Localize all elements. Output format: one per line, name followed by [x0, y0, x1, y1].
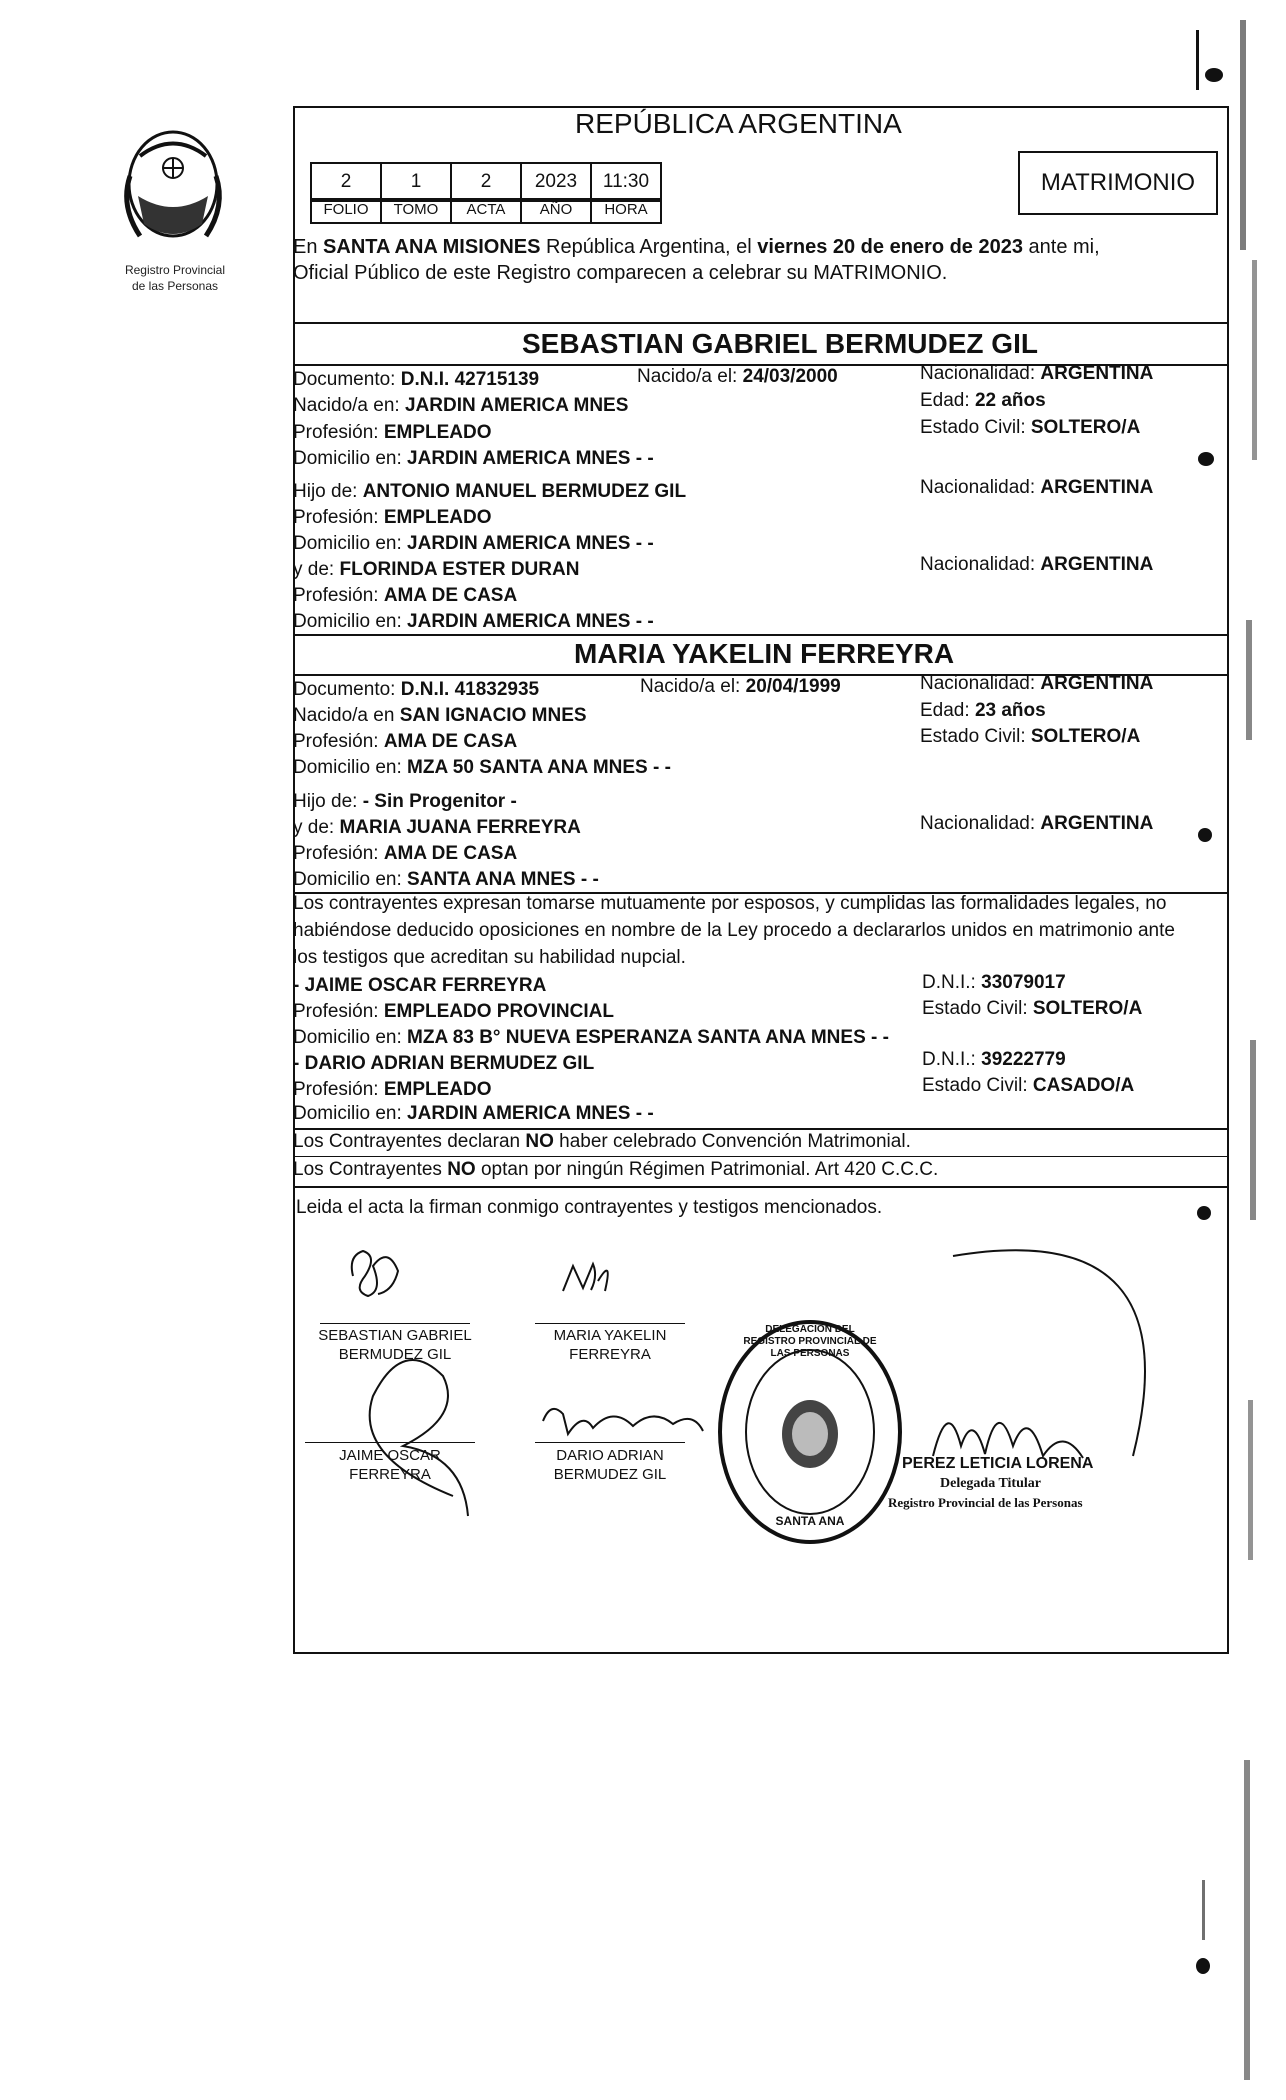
official-stamp — [716, 1318, 904, 1546]
spouse2-name: MARIA YAKELIN FERREYRA — [574, 638, 955, 669]
declaration-text: Los contrayentes expresan tomarse mutuamente por esposos, y cumplidas las formalidades legales, no habiéndose deducido oposiciones en nombre de la Ley procedo a declararlos unidos en matrimonio ante los testigos que acreditan su habilidad nupcial. — [293, 893, 1175, 968]
convencion-line1: Los Contrayentes declaran NO haber celebrado Convención Matrimonial. — [293, 1131, 911, 1152]
spouse2-nacido-el: Nacido/a el: 20/04/1999 — [640, 676, 841, 697]
convencion-line2: Los Contrayentes NO optan por ningún Régimen Patrimonial. Art 420 C.C.C. — [293, 1159, 939, 1180]
spouse1-domicilio: Domicilio en: JARDIN AMERICA MNES - - — [293, 448, 654, 469]
witness1-estado-civil: Estado Civil: SOLTERO/A — [922, 998, 1143, 1019]
spouse2-madre-domicilio: Domicilio en: SANTA ANA MNES - - — [293, 869, 599, 890]
logo-caption — [100, 262, 250, 294]
spouse1-documento: Documento: D.N.I. 42715139 — [293, 369, 540, 390]
page-title: REPÚBLICA ARGENTINA — [575, 108, 902, 139]
official-org: Registro Provincial de las Personas — [888, 1495, 1083, 1510]
logo-caption-line2: de las Personas — [131, 279, 219, 293]
spouse1-madre: y de: FLORINDA ESTER DURAN — [293, 559, 580, 580]
signature-witness2: DARIO ADRIAN BERMUDEZ GIL — [553, 1447, 667, 1483]
signature-spouse1: SEBASTIAN GABRIEL BERMUDEZ GIL — [318, 1327, 472, 1363]
witness2-estado-civil: Estado Civil: CASADO/A — [922, 1075, 1135, 1096]
signature-witness1: JAIME OSCAR FERREYRA — [339, 1447, 441, 1483]
spouse1-nacido-en: Nacido/a en: JARDIN AMERICA MNES — [293, 395, 629, 416]
intro-line1: En SANTA ANA MISIONES República Argentina, el viernes 20 de enero de 2023 ante mi, — [293, 236, 1100, 258]
spouse1-nacido-el: Nacido/a el: 24/03/2000 — [637, 366, 838, 387]
witness2-domicilio: Domicilio en: JARDIN AMERICA MNES - - — [293, 1103, 654, 1124]
registry-cell-hora: 11:30 HORA — [590, 162, 662, 202]
logo-caption-line1: Registro Provincial — [124, 263, 226, 277]
spouse2-estado-civil: Estado Civil: SOLTERO/A — [920, 726, 1141, 747]
spouse1-nacionalidad: Nacionalidad: ARGENTINA — [920, 363, 1154, 384]
spouse2-edad: Edad: 23 años — [920, 700, 1046, 721]
official-name: PEREZ LETICIA LORENA — [902, 1455, 1094, 1472]
coat-of-arms-icon — [110, 126, 236, 256]
spouse2-madre-profesion: Profesión: AMA DE CASA — [293, 843, 518, 864]
spouse2-documento: Documento: D.N.I. 41832935 — [293, 679, 540, 700]
signature-spouse2: MARIA YAKELIN FERREYRA — [553, 1327, 667, 1363]
spouse2-madre: y de: MARIA JUANA FERREYRA — [293, 817, 581, 838]
witness1-dni: D.N.I.: 33079017 — [922, 972, 1066, 993]
witness1-profesion: Profesión: EMPLEADO PROVINCIAL — [293, 1001, 614, 1022]
registry-cell-tomo: 1 TOMO — [380, 162, 452, 202]
official-role: Delegada Titular — [940, 1476, 1041, 1491]
spouse2-padre: Hijo de: - Sin Progenitor - — [293, 791, 517, 812]
spouse1-name: SEBASTIAN GABRIEL BERMUDEZ GIL — [522, 328, 1038, 359]
document-type-box: MATRIMONIO — [1018, 151, 1218, 215]
spouse1-padre-profesion: Profesión: EMPLEADO — [293, 507, 492, 528]
registry-cell-anio: 2023 AÑO — [520, 162, 592, 202]
witness2-profesion: Profesión: EMPLEADO — [293, 1079, 492, 1100]
closing-text: Leida el acta la firman conmigo contrayentes y testigos mencionados. — [296, 1197, 883, 1218]
spouse2-nacionalidad: Nacionalidad: ARGENTINA — [920, 673, 1154, 694]
spouse1-madre-domicilio: Domicilio en: JARDIN AMERICA MNES - - — [293, 611, 654, 632]
stamp-bottom-text: SANTA ANA — [775, 1514, 845, 1528]
registry-cell-folio: 2 FOLIO — [310, 162, 382, 202]
spouse2-madre-nacionalidad: Nacionalidad: ARGENTINA — [920, 813, 1154, 834]
registry-logo — [110, 126, 236, 256]
spouse2-profesion: Profesión: AMA DE CASA — [293, 731, 518, 752]
registry-cell-acta: 2 ACTA — [450, 162, 522, 202]
witness2-dni: D.N.I.: 39222779 — [922, 1049, 1066, 1070]
witness1-domicilio: Domicilio en: MZA 83 B° NUEVA ESPERANZA SANTA ANA MNES - - — [293, 1027, 889, 1048]
spouse2-domicilio: Domicilio en: MZA 50 SANTA ANA MNES - - — [293, 757, 671, 778]
stamp-ring-text: DELEGACIÓN DEL REGISTRO PROVINCIAL DE LAS PERSONAS — [743, 1324, 877, 1359]
spouse1-padre: Hijo de: ANTONIO MANUEL BERMUDEZ GIL — [293, 481, 687, 502]
intro-line2: Oficial Público de este Registro comparecen a celebrar su MATRIMONIO. — [293, 262, 948, 284]
spouse1-estado-civil: Estado Civil: SOLTERO/A — [920, 417, 1141, 438]
spouse1-edad: Edad: 22 años — [920, 390, 1046, 411]
spouse1-madre-nacionalidad: Nacionalidad: ARGENTINA — [920, 554, 1154, 575]
witness2-name: - DARIO ADRIAN BERMUDEZ GIL — [293, 1053, 595, 1074]
spouse1-madre-profesion: Profesión: AMA DE CASA — [293, 585, 518, 606]
spouse1-padre-domicilio: Domicilio en: JARDIN AMERICA MNES - - — [293, 533, 654, 554]
spouse1-profesion: Profesión: EMPLEADO — [293, 422, 492, 443]
spouse1-padre-nacionalidad: Nacionalidad: ARGENTINA — [920, 477, 1154, 498]
spouse2-nacido-en: Nacido/a en SAN IGNACIO MNES — [293, 705, 587, 726]
witness1-name: - JAIME OSCAR FERREYRA — [293, 975, 547, 996]
